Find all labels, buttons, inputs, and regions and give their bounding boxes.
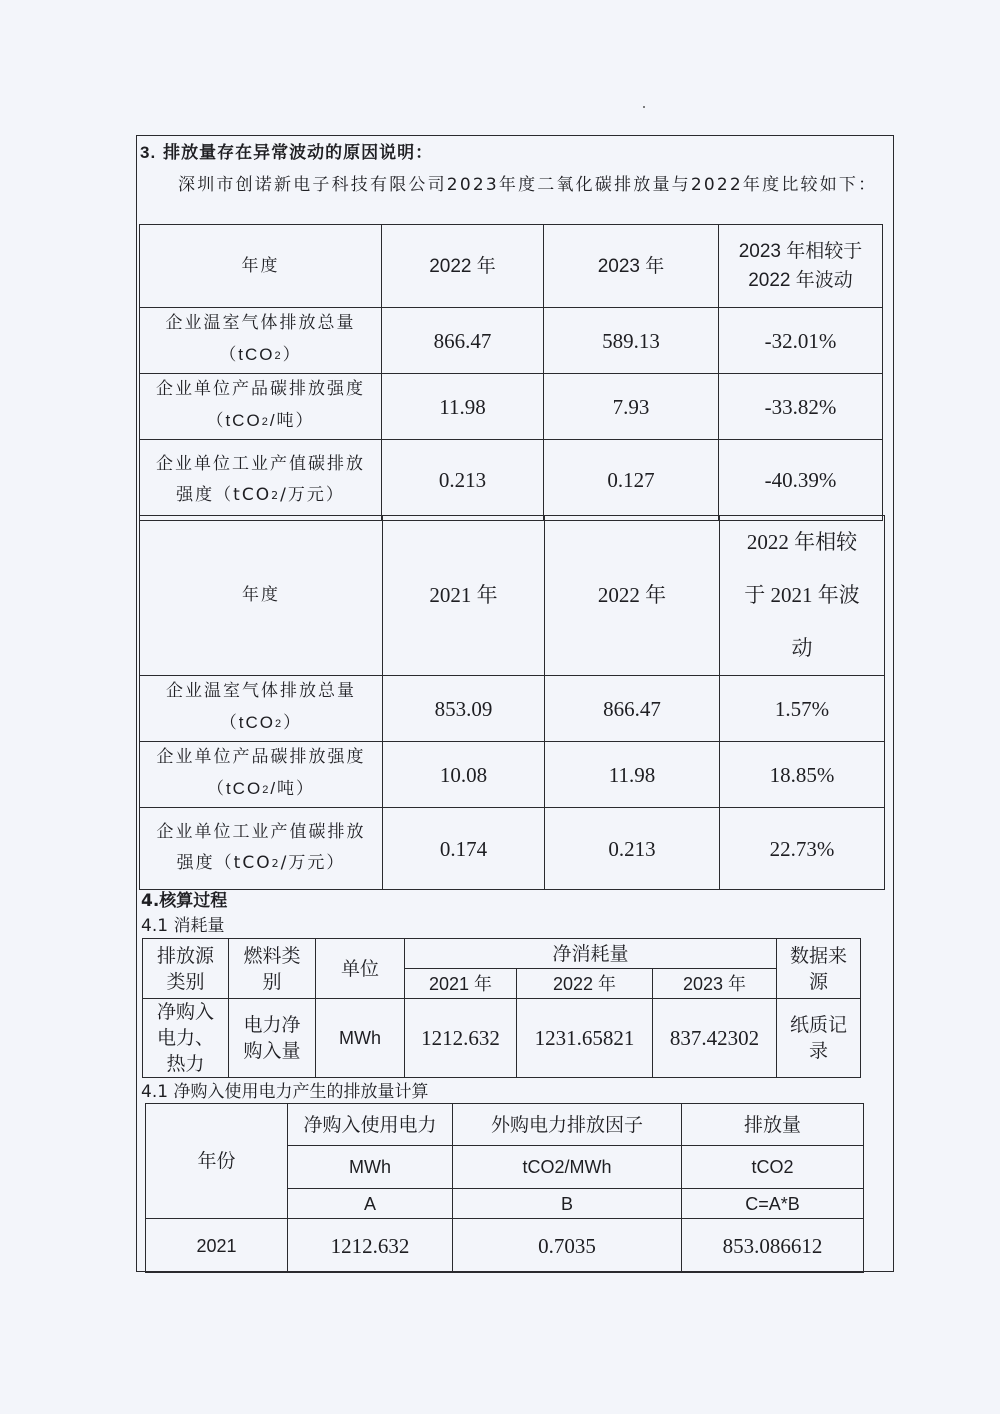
table-header-row <box>140 225 883 308</box>
emission-calc-table <box>145 1103 864 1273</box>
value-2022: 11.98 <box>382 374 544 440</box>
row-label-unit: （tCO$_2$/吨） <box>206 411 315 430</box>
row-label-line1: 企业温室气体排放总量 <box>166 681 356 701</box>
scan-speck <box>643 106 645 108</box>
header-fuel-type: 燃料类 别 <box>229 939 316 999</box>
cell-data-source: 纸质记 录 <box>777 999 861 1078</box>
value-2023: 0.127 <box>544 440 719 521</box>
row-label-unit: 强度（tCO$_2$/万元） <box>176 853 346 873</box>
comparison-table-2022 <box>139 515 885 890</box>
section-3-title: 排放量存在异常波动的原因说明： <box>163 143 434 163</box>
header-change-line2: 于 2021 年波 <box>744 583 860 607</box>
row-label <box>140 742 383 808</box>
unit-b: tCO2/MWh <box>453 1146 682 1189</box>
section-4-heading: 4.核算过程 <box>141 891 228 911</box>
row-label-unit: （tCO$_2$/吨） <box>206 779 316 798</box>
table-row <box>140 308 883 374</box>
change-value: 22.73% <box>720 808 885 890</box>
consumption-table <box>142 938 861 1078</box>
row-label-unit: 强度（tCO$_2$/万元） <box>176 484 345 505</box>
table-header-row <box>140 516 885 676</box>
section-3-intro: 深圳市创诺新电子科技有限公司2023年度二氧化碳排放量与2022年度比较如下： <box>178 175 878 195</box>
section-3-number: 3. <box>140 143 157 162</box>
cell-fuel-type: 电力净 购入量 <box>229 999 316 1078</box>
unit-c: tCO2 <box>682 1146 864 1189</box>
value-2022: 866.47 <box>545 676 720 742</box>
table-row <box>140 440 883 521</box>
value-2022: 11.98 <box>545 742 720 808</box>
header-unit: 单位 <box>316 939 405 999</box>
symbol-a: A <box>288 1189 453 1219</box>
header-year-label: 年度 <box>140 225 382 308</box>
cell-2022: 1231.65821 <box>517 999 653 1078</box>
value-2021: 0.174 <box>383 808 545 890</box>
header-change-line1: 2023 年相较于 <box>738 241 863 262</box>
cell-net-electricity: 1212.632 <box>288 1219 453 1273</box>
header-emissions: 排放量 <box>682 1104 864 1146</box>
header-2022: 2022 年 <box>545 516 720 676</box>
value-2021: 853.09 <box>383 676 545 742</box>
change-value: -33.82% <box>719 374 883 440</box>
header-change-line2: 2022 年波动 <box>748 270 853 291</box>
row-label <box>140 676 383 742</box>
symbol-b: B <box>453 1189 682 1219</box>
table-row <box>140 808 885 890</box>
header-2023: 2023 年 <box>544 225 719 308</box>
value-2023: 589.13 <box>544 308 719 374</box>
change-value: 1.57% <box>720 676 885 742</box>
cell-2021: 1212.632 <box>405 999 517 1078</box>
row-label <box>140 808 383 890</box>
header-data-source: 数据来 源 <box>777 939 861 999</box>
value-2022: 0.213 <box>545 808 720 890</box>
header-2022: 2022 年 <box>517 969 653 999</box>
table-row <box>140 374 883 440</box>
section-4-1-emission-heading: 4.1 净购入使用电力产生的排放量计算 <box>141 1082 429 1102</box>
row-label-unit: （tCO$_2$） <box>219 713 303 732</box>
header-year-label: 年度 <box>140 516 383 676</box>
row-label-unit: （tCO$_2$） <box>219 345 302 364</box>
value-2022: 866.47 <box>382 308 544 374</box>
cell-year: 2021 <box>146 1219 288 1273</box>
header-source-category: 排放源 类别 <box>143 939 229 999</box>
header-2021: 2021 年 <box>383 516 545 676</box>
row-label <box>140 374 382 440</box>
row-label <box>140 440 382 521</box>
value-2023: 7.93 <box>544 374 719 440</box>
table-row <box>140 676 885 742</box>
header-2023: 2023 年 <box>653 969 777 999</box>
value-2021: 10.08 <box>383 742 545 808</box>
table-header-row <box>146 1104 864 1146</box>
change-value: -32.01% <box>719 308 883 374</box>
header-net-consumption: 净消耗量 <box>405 939 777 969</box>
symbol-c: C=A*B <box>682 1189 864 1219</box>
change-value: 18.85% <box>720 742 885 808</box>
cell-emissions: 853.086612 <box>682 1219 864 1273</box>
value-2022: 0.213 <box>382 440 544 521</box>
header-net-electricity: 净购入使用电力 <box>288 1104 453 1146</box>
row-label-line1: 企业单位产品碳排放强度 <box>156 747 366 767</box>
change-value: -40.39% <box>719 440 883 521</box>
unit-a: MWh <box>288 1146 453 1189</box>
cell-2023: 837.42302 <box>653 999 777 1078</box>
header-change-line3: 动 <box>791 636 813 660</box>
header-2022: 2022 年 <box>382 225 544 308</box>
table-row <box>146 1219 864 1273</box>
row-label-line1: 企业单位工业产值碳排放 <box>156 822 366 842</box>
section-3-heading <box>140 141 433 165</box>
table-row <box>143 999 861 1078</box>
header-change <box>719 225 883 308</box>
row-label-line1: 企业单位工业产值碳排放 <box>156 453 365 474</box>
section-4-1-heading: 4.1 消耗量 <box>141 916 225 936</box>
row-label <box>140 308 382 374</box>
header-change <box>720 516 885 676</box>
row-label-line1: 企业温室气体排放总量 <box>165 313 356 333</box>
cell-source-category: 净购入 电力、 热力 <box>143 999 229 1078</box>
table-row <box>140 742 885 808</box>
row-label-line1: 企业单位产品碳排放强度 <box>156 379 365 399</box>
cell-emission-factor: 0.7035 <box>453 1219 682 1273</box>
comparison-table-2023 <box>139 224 883 521</box>
header-2021: 2021 年 <box>405 969 517 999</box>
header-emission-factor: 外购电力排放因子 <box>453 1104 682 1146</box>
header-year: 年份 <box>146 1104 288 1219</box>
cell-unit: MWh <box>316 999 405 1078</box>
table-header-row <box>143 939 861 969</box>
header-change-line1: 2022 年相较 <box>746 530 858 554</box>
